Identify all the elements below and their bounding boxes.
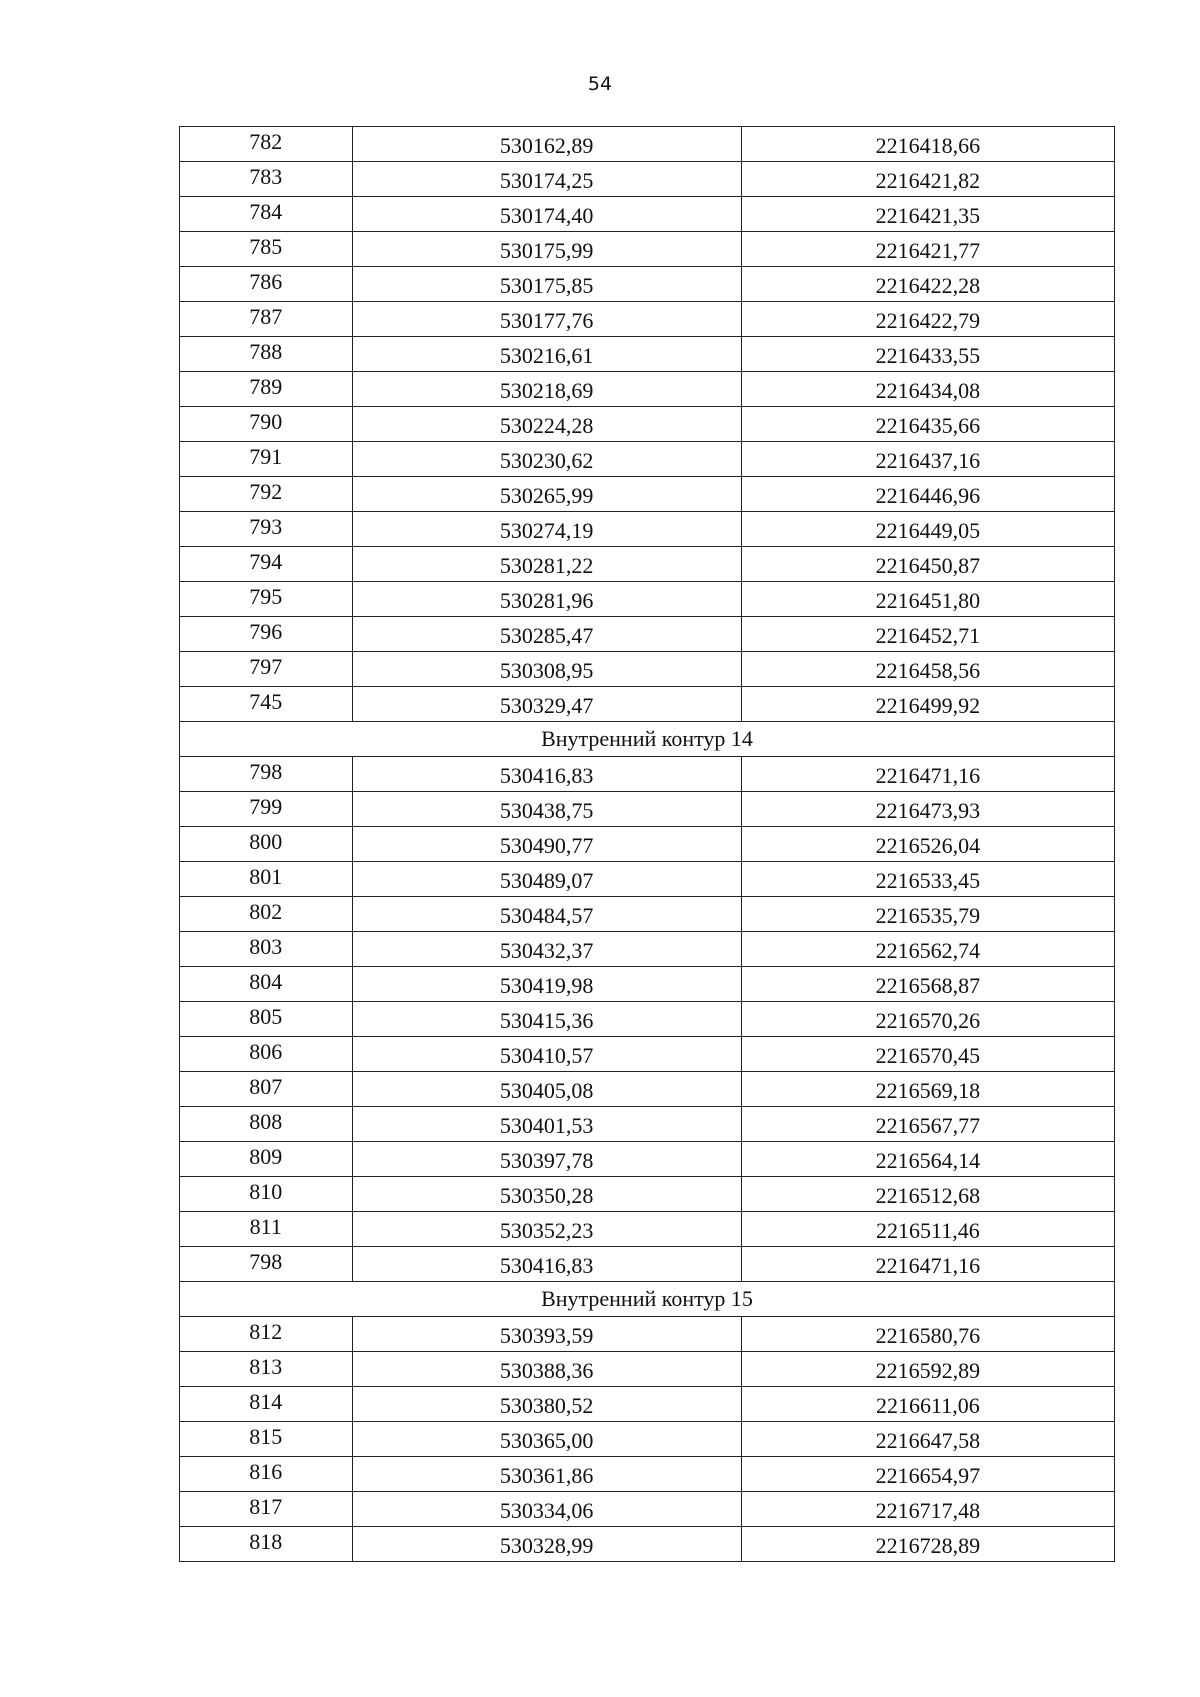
x-coordinate-cell: 530365,00 xyxy=(352,1422,741,1457)
x-coordinate-cell: 530410,57 xyxy=(352,1037,741,1072)
x-coordinate-cell: 530162,89 xyxy=(352,127,741,162)
x-coordinate-cell: 530265,99 xyxy=(352,477,741,512)
table-row xyxy=(180,162,1115,197)
x-coordinate-cell: 530380,52 xyxy=(352,1387,741,1422)
point-number-cell: 806 xyxy=(180,1037,353,1072)
x-coordinate-cell: 530329,47 xyxy=(352,687,741,722)
coordinates-table xyxy=(179,126,1115,1562)
table-row xyxy=(180,1457,1115,1492)
x-coordinate-cell: 530401,53 xyxy=(352,1107,741,1142)
x-coordinate-cell: 530174,25 xyxy=(352,162,741,197)
x-coordinate-cell: 530174,40 xyxy=(352,197,741,232)
y-coordinate-cell: 2216450,87 xyxy=(741,547,1114,582)
point-number-cell: 797 xyxy=(180,652,353,687)
x-coordinate-cell: 530490,77 xyxy=(352,827,741,862)
table-row xyxy=(180,547,1115,582)
point-number-cell: 818 xyxy=(180,1527,353,1562)
x-coordinate-cell: 530405,08 xyxy=(352,1072,741,1107)
y-coordinate-cell: 2216451,80 xyxy=(741,582,1114,617)
x-coordinate-cell: 530216,61 xyxy=(352,337,741,372)
point-number-cell: 811 xyxy=(180,1212,353,1247)
point-number-cell: 816 xyxy=(180,1457,353,1492)
table-row xyxy=(180,1492,1115,1527)
x-coordinate-cell: 530308,95 xyxy=(352,652,741,687)
table-row xyxy=(180,1247,1115,1282)
x-coordinate-cell: 530177,76 xyxy=(352,302,741,337)
point-number-cell: 782 xyxy=(180,127,353,162)
table-row xyxy=(180,582,1115,617)
y-coordinate-cell: 2216568,87 xyxy=(741,967,1114,1002)
x-coordinate-cell: 530393,59 xyxy=(352,1317,741,1352)
x-coordinate-cell: 530432,37 xyxy=(352,932,741,967)
x-coordinate-cell: 530361,86 xyxy=(352,1457,741,1492)
table-row xyxy=(180,757,1115,792)
point-number-cell: 792 xyxy=(180,477,353,512)
page-number: 54 xyxy=(587,73,613,95)
x-coordinate-cell: 530218,69 xyxy=(352,372,741,407)
table-row xyxy=(180,477,1115,512)
table-row xyxy=(180,687,1115,722)
y-coordinate-cell: 2216418,66 xyxy=(741,127,1114,162)
y-coordinate-cell: 2216473,93 xyxy=(741,792,1114,827)
x-coordinate-cell: 530230,62 xyxy=(352,442,741,477)
table-row xyxy=(180,1072,1115,1107)
x-coordinate-cell: 530484,57 xyxy=(352,897,741,932)
point-number-cell: 810 xyxy=(180,1177,353,1212)
x-coordinate-cell: 530397,78 xyxy=(352,1142,741,1177)
point-number-cell: 815 xyxy=(180,1422,353,1457)
y-coordinate-cell: 2216434,08 xyxy=(741,372,1114,407)
y-coordinate-cell: 2216570,45 xyxy=(741,1037,1114,1072)
y-coordinate-cell: 2216437,16 xyxy=(741,442,1114,477)
y-coordinate-cell: 2216526,04 xyxy=(741,827,1114,862)
y-coordinate-cell: 2216535,79 xyxy=(741,897,1114,932)
table-row xyxy=(180,197,1115,232)
y-coordinate-cell: 2216580,76 xyxy=(741,1317,1114,1352)
table-row xyxy=(180,862,1115,897)
y-coordinate-cell: 2216446,96 xyxy=(741,477,1114,512)
point-number-cell: 788 xyxy=(180,337,353,372)
y-coordinate-cell: 2216452,71 xyxy=(741,617,1114,652)
table-row xyxy=(180,1177,1115,1212)
point-number-cell: 786 xyxy=(180,267,353,302)
y-coordinate-cell: 2216422,28 xyxy=(741,267,1114,302)
section-heading-row xyxy=(180,1282,1115,1317)
table-row xyxy=(180,442,1115,477)
x-coordinate-cell: 530285,47 xyxy=(352,617,741,652)
point-number-cell: 800 xyxy=(180,827,353,862)
section-heading-row xyxy=(180,722,1115,757)
y-coordinate-cell: 2216533,45 xyxy=(741,862,1114,897)
x-coordinate-cell: 530416,83 xyxy=(352,1247,741,1282)
x-coordinate-cell: 530489,07 xyxy=(352,862,741,897)
point-number-cell: 798 xyxy=(180,757,353,792)
y-coordinate-cell: 2216562,74 xyxy=(741,932,1114,967)
point-number-cell: 801 xyxy=(180,862,353,897)
y-coordinate-cell: 2216570,26 xyxy=(741,1002,1114,1037)
table-row xyxy=(180,337,1115,372)
table-row xyxy=(180,967,1115,1002)
point-number-cell: 784 xyxy=(180,197,353,232)
table-row xyxy=(180,1527,1115,1562)
y-coordinate-cell: 2216728,89 xyxy=(741,1527,1114,1562)
table-row xyxy=(180,407,1115,442)
y-coordinate-cell: 2216512,68 xyxy=(741,1177,1114,1212)
point-number-cell: 796 xyxy=(180,617,353,652)
point-number-cell: 793 xyxy=(180,512,353,547)
x-coordinate-cell: 530328,99 xyxy=(352,1527,741,1562)
x-coordinate-cell: 530416,83 xyxy=(352,757,741,792)
table-row xyxy=(180,827,1115,862)
point-number-cell: 804 xyxy=(180,967,353,1002)
table-row xyxy=(180,932,1115,967)
table-row xyxy=(180,1317,1115,1352)
table-row xyxy=(180,652,1115,687)
point-number-cell: 805 xyxy=(180,1002,353,1037)
point-number-cell: 813 xyxy=(180,1352,353,1387)
table-row xyxy=(180,1037,1115,1072)
point-number-cell: 745 xyxy=(180,687,353,722)
y-coordinate-cell: 2216592,89 xyxy=(741,1352,1114,1387)
y-coordinate-cell: 2216717,48 xyxy=(741,1492,1114,1527)
x-coordinate-cell: 530438,75 xyxy=(352,792,741,827)
table-row xyxy=(180,792,1115,827)
y-coordinate-cell: 2216433,55 xyxy=(741,337,1114,372)
table-row xyxy=(180,1002,1115,1037)
table-row xyxy=(180,127,1115,162)
y-coordinate-cell: 2216499,92 xyxy=(741,687,1114,722)
section-heading: Внутренний контур 15 xyxy=(180,1282,1115,1317)
y-coordinate-cell: 2216471,16 xyxy=(741,1247,1114,1282)
point-number-cell: 798 xyxy=(180,1247,353,1282)
y-coordinate-cell: 2216449,05 xyxy=(741,512,1114,547)
table-row xyxy=(180,617,1115,652)
y-coordinate-cell: 2216421,35 xyxy=(741,197,1114,232)
x-coordinate-cell: 530334,06 xyxy=(352,1492,741,1527)
y-coordinate-cell: 2216421,82 xyxy=(741,162,1114,197)
y-coordinate-cell: 2216511,46 xyxy=(741,1212,1114,1247)
point-number-cell: 802 xyxy=(180,897,353,932)
point-number-cell: 791 xyxy=(180,442,353,477)
point-number-cell: 808 xyxy=(180,1107,353,1142)
point-number-cell: 799 xyxy=(180,792,353,827)
table-row xyxy=(180,1212,1115,1247)
point-number-cell: 789 xyxy=(180,372,353,407)
x-coordinate-cell: 530281,22 xyxy=(352,547,741,582)
x-coordinate-cell: 530175,85 xyxy=(352,267,741,302)
table-row xyxy=(180,1352,1115,1387)
point-number-cell: 809 xyxy=(180,1142,353,1177)
y-coordinate-cell: 2216647,58 xyxy=(741,1422,1114,1457)
section-heading: Внутренний контур 14 xyxy=(180,722,1115,757)
table-row xyxy=(180,1107,1115,1142)
y-coordinate-cell: 2216435,66 xyxy=(741,407,1114,442)
x-coordinate-cell: 530175,99 xyxy=(352,232,741,267)
point-number-cell: 817 xyxy=(180,1492,353,1527)
table-row xyxy=(180,897,1115,932)
point-number-cell: 795 xyxy=(180,582,353,617)
table-row xyxy=(180,302,1115,337)
x-coordinate-cell: 530388,36 xyxy=(352,1352,741,1387)
table-row xyxy=(180,1142,1115,1177)
table-row xyxy=(180,512,1115,547)
x-coordinate-cell: 530415,36 xyxy=(352,1002,741,1037)
y-coordinate-cell: 2216567,77 xyxy=(741,1107,1114,1142)
x-coordinate-cell: 530281,96 xyxy=(352,582,741,617)
y-coordinate-cell: 2216422,79 xyxy=(741,302,1114,337)
point-number-cell: 812 xyxy=(180,1317,353,1352)
x-coordinate-cell: 530350,28 xyxy=(352,1177,741,1212)
table-row xyxy=(180,267,1115,302)
table-row xyxy=(180,1387,1115,1422)
y-coordinate-cell: 2216458,56 xyxy=(741,652,1114,687)
point-number-cell: 803 xyxy=(180,932,353,967)
y-coordinate-cell: 2216421,77 xyxy=(741,232,1114,267)
y-coordinate-cell: 2216564,14 xyxy=(741,1142,1114,1177)
table-row xyxy=(180,372,1115,407)
x-coordinate-cell: 530274,19 xyxy=(352,512,741,547)
y-coordinate-cell: 2216611,06 xyxy=(741,1387,1114,1422)
x-coordinate-cell: 530419,98 xyxy=(352,967,741,1002)
point-number-cell: 787 xyxy=(180,302,353,337)
y-coordinate-cell: 2216471,16 xyxy=(741,757,1114,792)
point-number-cell: 790 xyxy=(180,407,353,442)
y-coordinate-cell: 2216569,18 xyxy=(741,1072,1114,1107)
point-number-cell: 807 xyxy=(180,1072,353,1107)
x-coordinate-cell: 530352,23 xyxy=(352,1212,741,1247)
coordinates-table-body xyxy=(180,127,1115,1562)
point-number-cell: 814 xyxy=(180,1387,353,1422)
y-coordinate-cell: 2216654,97 xyxy=(741,1457,1114,1492)
point-number-cell: 785 xyxy=(180,232,353,267)
table-row xyxy=(180,1422,1115,1457)
table-row xyxy=(180,232,1115,267)
point-number-cell: 783 xyxy=(180,162,353,197)
point-number-cell: 794 xyxy=(180,547,353,582)
x-coordinate-cell: 530224,28 xyxy=(352,407,741,442)
